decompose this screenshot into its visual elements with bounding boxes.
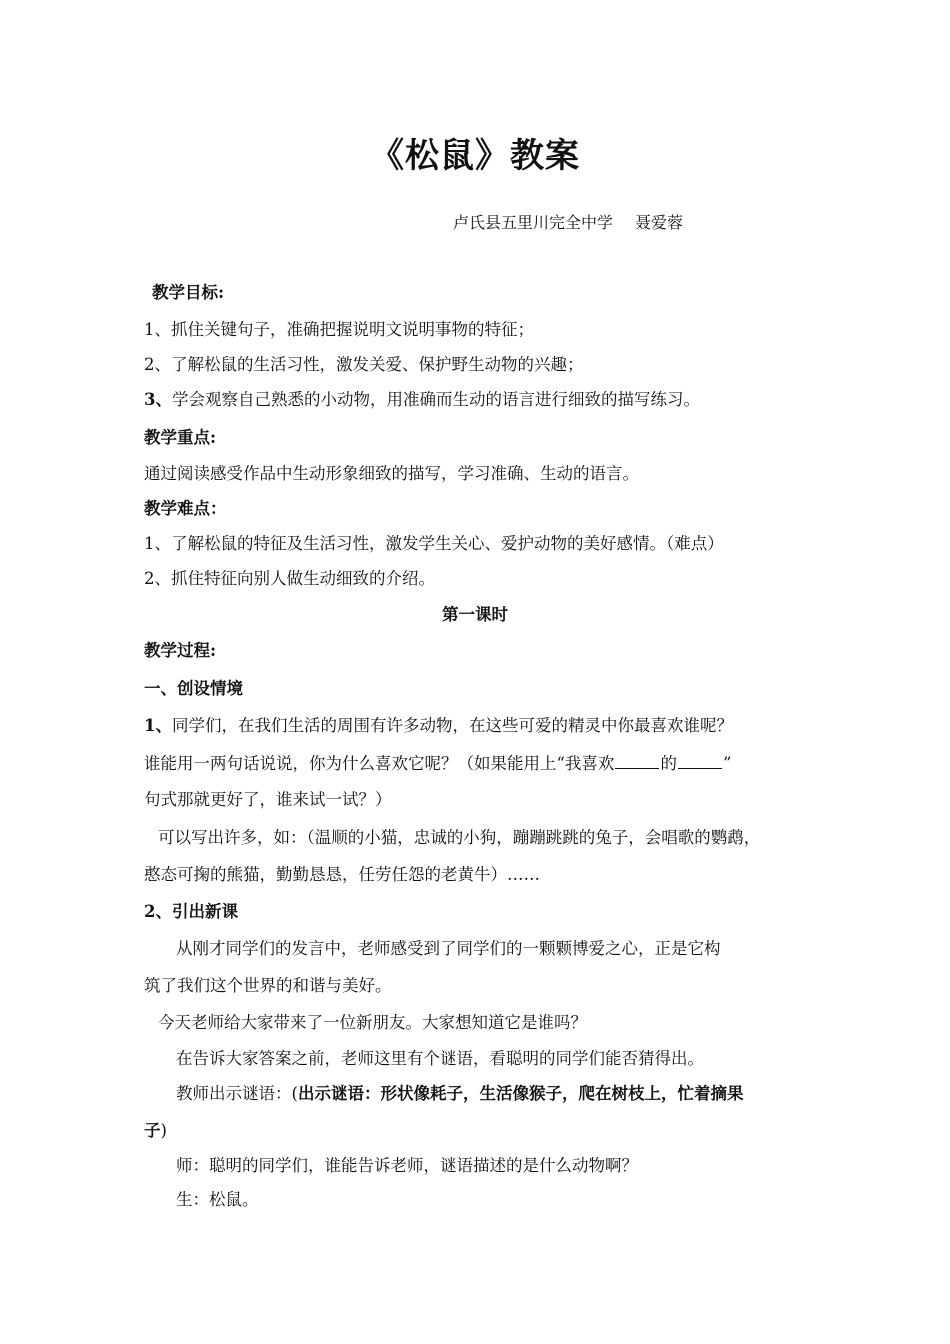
key-points-heading: 教学重点: bbox=[144, 428, 217, 447]
section2-student-line: 生：松鼠。 bbox=[176, 1190, 259, 1209]
section1-paragraph1-line2 bbox=[144, 752, 731, 775]
lesson-heading: 第一课时 bbox=[442, 605, 508, 624]
section1-paragraph2-line1: 可以写出许多，如：（温顺的小猫，忠诚的小狗，蹦蹦跳跳的兔子，会唱歌的鹦鹉， bbox=[158, 828, 761, 847]
section2-teacher-line: 师：聪明的同学们，谁能告诉老师，谜语描述的是什么动物啊？ bbox=[176, 1156, 638, 1175]
section2-paragraph3: 在告诉大家答案之前，老师这里有个谜语，看聪明的同学们能否猜得出。 bbox=[176, 1049, 704, 1068]
section1-paragraph1-line3: 句式那就更好了，谁来试一试？） bbox=[144, 790, 392, 809]
section2-paragraph2: 今天老师给大家带来了一位新朋友。大家想知道它是谁吗？ bbox=[158, 1013, 587, 1032]
section1-paragraph2-line2: 憨态可掬的熊猫，勤勤恳恳，任劳任怨的老黄牛）…… bbox=[144, 865, 540, 884]
section1-p1-number: 1、 bbox=[144, 716, 172, 735]
process-heading: 教学过程: bbox=[144, 641, 217, 660]
fill-blank-2 bbox=[678, 752, 722, 769]
objectives-heading: 教学目标: bbox=[152, 283, 225, 302]
objective-item-1: 1、抓住关键句子，准确把握说明文说明事物的特征； bbox=[144, 320, 534, 339]
riddle-text-end: 子 bbox=[144, 1121, 161, 1140]
riddle-intro: 教师出示谜语：( bbox=[176, 1084, 298, 1103]
section2-paragraph1-line1: 从刚才同学们的发言中，老师感受到了同学们的一颗颗博爱之心，正是它构 bbox=[176, 939, 721, 958]
objective-item-3 bbox=[144, 389, 700, 411]
section1-paragraph1-line1 bbox=[144, 715, 733, 737]
section1-p1-text: 同学们，在我们生活的周围有许多动物，在这些可爱的精灵中你最喜欢谁呢？ bbox=[171, 716, 733, 735]
difficulty-item-1: 1、了解松鼠的特征及生活习性，激发学生关心、爱护动物的美好感情。（难点） bbox=[144, 534, 724, 553]
section2-heading: 2、引出新课 bbox=[144, 902, 238, 921]
objective-item-3-text: 学会观察自己熟悉的小动物，用准确而生动的语言进行细致的描写练习。 bbox=[171, 390, 700, 409]
section2-paragraph4-line1 bbox=[176, 1083, 743, 1105]
riddle-close-paren: ) bbox=[160, 1121, 167, 1140]
section2-paragraph1-line2: 筑了我们这个世界的和谐与美好。 bbox=[144, 976, 392, 995]
section1-p1-line2-b: 的 bbox=[660, 754, 677, 773]
difficulties-heading: 教学难点： bbox=[144, 499, 227, 518]
objective-item-3-number: 3、 bbox=[144, 390, 172, 409]
difficulty-item-2: 2、抓住特征向别人做生动细致的介绍。 bbox=[144, 569, 435, 588]
section1-p1-line2-a: 谁能用一两句话说说，你为什么喜欢它呢？（如果能用上“我喜欢 bbox=[144, 754, 615, 773]
section1-p1-line2-c: ” bbox=[722, 754, 732, 773]
riddle-text: 出示谜语：形状像耗子，生活像猴子，爬在树枝上，忙着摘果 bbox=[297, 1084, 744, 1103]
objective-item-2: 2、了解松鼠的生活习性，激发关爱、保护野生动物的兴趣； bbox=[144, 355, 584, 374]
section2-paragraph4-line2 bbox=[144, 1120, 167, 1142]
document-title: 《松鼠》教案 bbox=[370, 136, 580, 176]
author-school: 卢氏县五里川完全中学 bbox=[453, 213, 614, 232]
key-points-text: 通过阅读感受作品中生动形象细致的描写，学习准确、生动的语言。 bbox=[144, 464, 639, 483]
fill-blank-1 bbox=[615, 752, 659, 769]
section1-heading: 一、创设情境 bbox=[144, 679, 243, 698]
author-line bbox=[453, 210, 683, 233]
author-name: 聂爱蓉 bbox=[635, 213, 684, 232]
